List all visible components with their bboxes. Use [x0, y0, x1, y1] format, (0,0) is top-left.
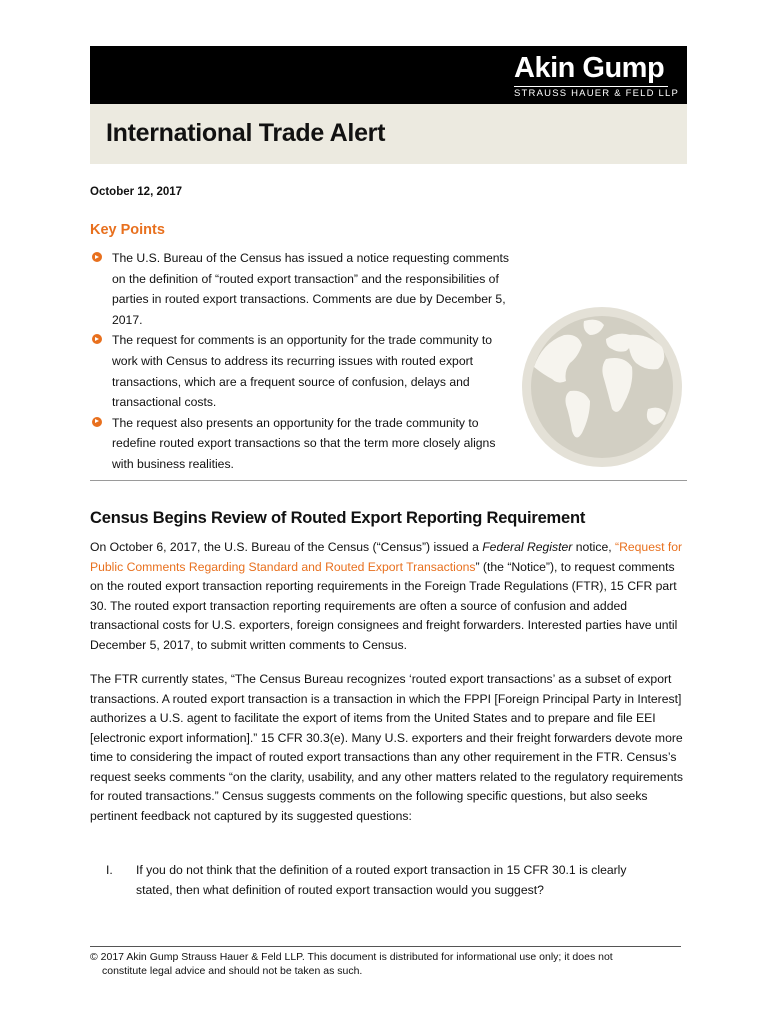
footer-line-1: © 2017 Akin Gump Strauss Hauer & Feld LLP. This document is distributed for informational use only; it does not: [90, 951, 613, 963]
orange-arrow-bullet-icon: [92, 334, 102, 344]
paragraph-1: [90, 538, 685, 655]
key-points-list: [90, 248, 510, 475]
alert-date: October 12, 2017: [90, 186, 183, 198]
title-band: [90, 104, 687, 164]
footer-disclaimer: [90, 950, 680, 978]
page-title: International Trade Alert: [106, 119, 386, 147]
key-point-text: The request also presents an opportunity for the trade community to redefine routed export transactions so that the term more closely aligns with business realities.: [112, 415, 496, 471]
question-text: If you do not think that the definition of a routed export transaction in 15 CFR 30.1 is clearly stated, then what definition of routed export transaction would you suggest?: [136, 863, 627, 897]
logo-divider: [514, 86, 668, 87]
question-number: I.: [106, 863, 113, 877]
key-points-heading: Key Points: [90, 222, 165, 238]
key-point-text: The request for comments is an opportunity for the trade community to work with Census to address its recurring issues with routed export transactions, which are a frequent source of confusion, delays and transactional costs.: [112, 333, 493, 410]
footer-line-2: constitute legal advice and should not be taken as such.: [102, 965, 363, 977]
key-point-item: [90, 330, 510, 412]
globe-icon: [520, 305, 684, 469]
key-point-text: The U.S. Bureau of the Census has issued a notice requesting comments on the definition of “routed export transaction” and the responsibilities of parties in routed export transactions. Comments are due by December 5, 2017.: [112, 251, 509, 327]
orange-arrow-bullet-icon: [92, 252, 102, 262]
paragraph-2: The FTR currently states, “The Census Bureau recognizes ‘routed export transactions’ as a subset of export transactions. A routed export transaction is a transaction in which the FPPI [Foreign Principal Party in Interest] authorizes a U.S. agent to facilitate the export of items from the United States and to prepare and file EEI [electronic export information].” 15 CFR 30.3(e). Many U.S. exporters and their freight forwarders devote more time to considering the impact of routed export transactions than any other requirement in the FTR. Census’s request seeks comments “on the clarity, usability, and any other matters related to the regulatory requirements for routed transactions.” Census suggests comments on the following specific questions, but also seeks pertinent feedback not captured by its suggested questions:: [90, 672, 683, 823]
key-point-item: [90, 248, 510, 330]
orange-arrow-bullet-icon: [92, 417, 102, 427]
paragraph-1-text-b: notice,: [572, 540, 616, 554]
brand-logo: Akin Gump: [514, 52, 665, 84]
footer-divider: [90, 946, 681, 947]
notice-link[interactable]: “Request for Public Comments Regarding Standard and Routed Export Transactions: [90, 540, 683, 574]
section-divider: [90, 480, 687, 481]
section-heading: Census Begins Review of Routed Export Reporting Requirement: [90, 509, 586, 527]
paragraph-1-text-a: On October 6, 2017, the U.S. Bureau of the Census (“Census”) issued a: [90, 540, 483, 554]
key-point-item: [90, 413, 510, 475]
federal-register-emphasis: Federal Register: [482, 540, 573, 554]
brand-subtitle: STRAUSS HAUER & FELD LLP: [514, 88, 680, 99]
header-bar: [90, 46, 687, 104]
paragraph-1-text-c: ” (the “Notice”), to request comments on the routed export transaction reporting requirements in the Foreign Trade Regulations (FTR), 15 CFR part 30. The routed export transaction reporting requirements are often a source of confusion and added transactional costs for U.S. exporters, foreign consignees and freight forwarders. Interested parties have until December 5, 2017, to submit written comments to Census.: [90, 559, 678, 652]
